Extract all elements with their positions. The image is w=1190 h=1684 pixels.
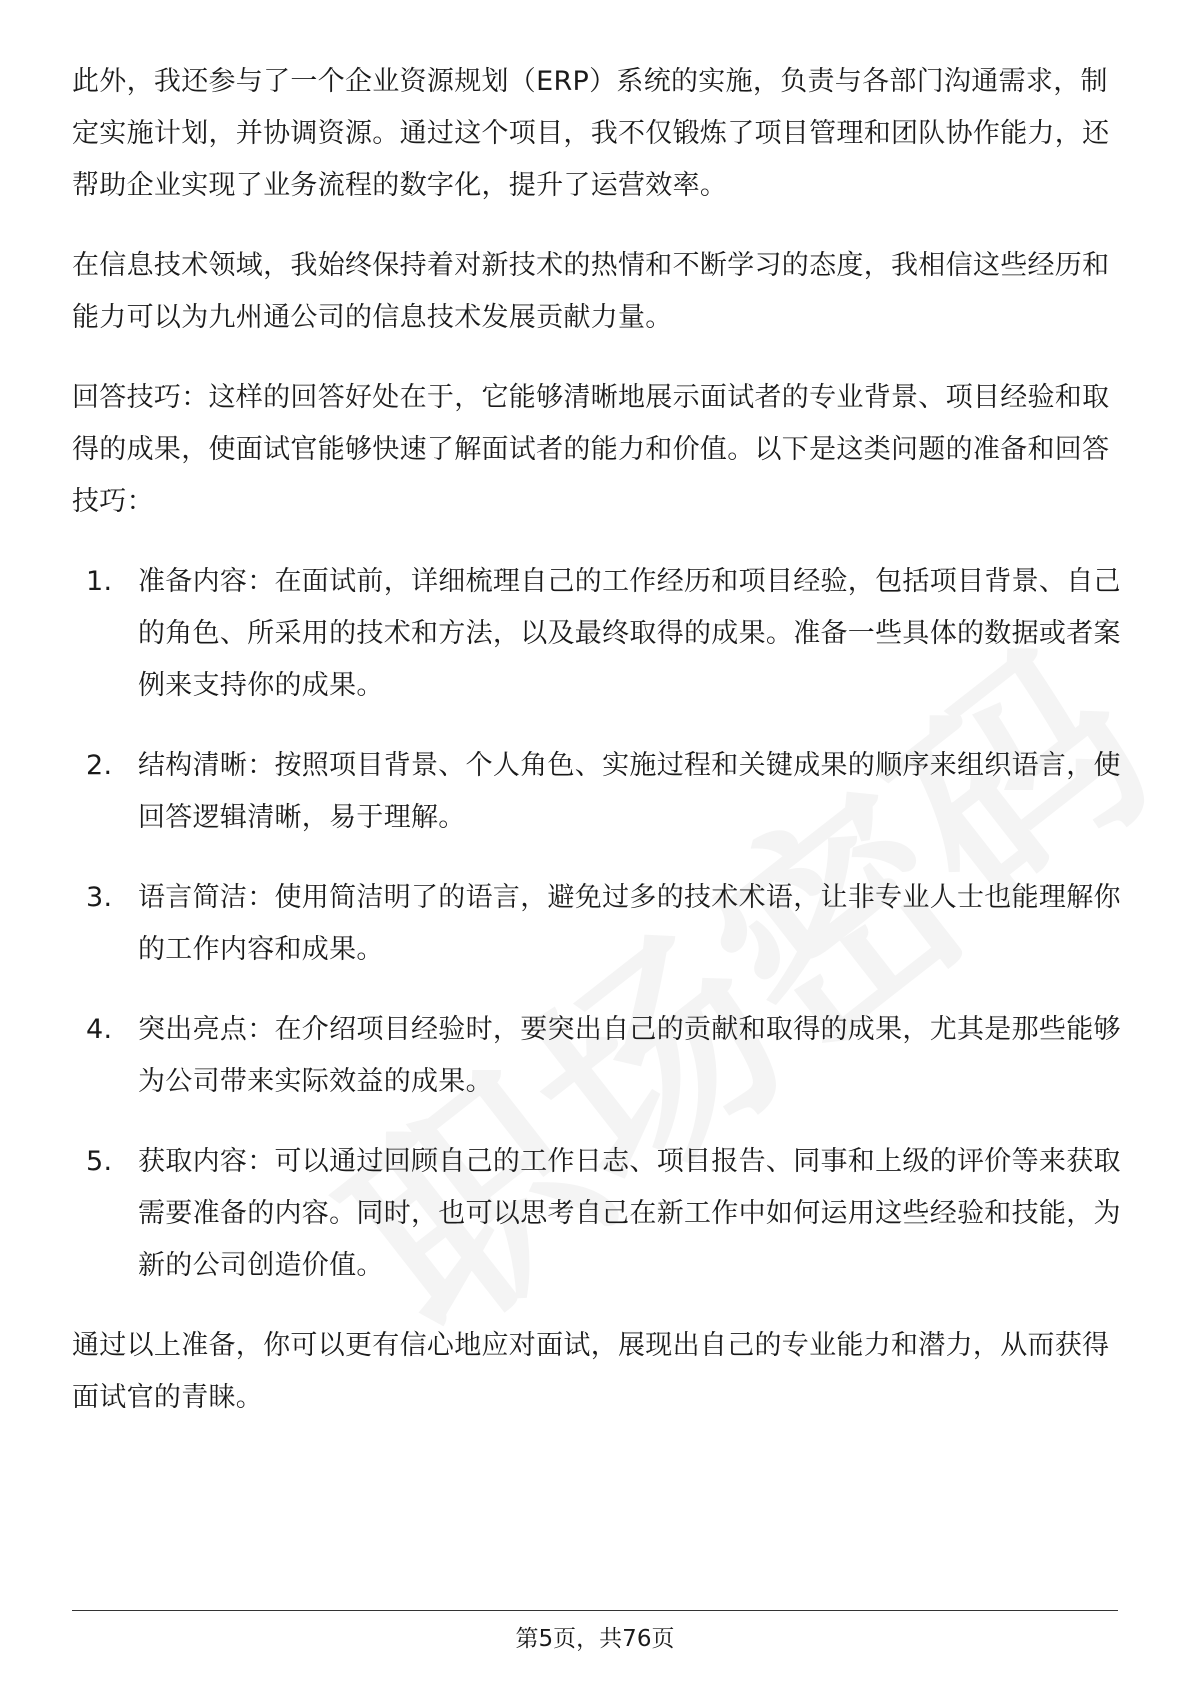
list-item-number: 1. xyxy=(86,566,113,597)
list-item-text: 语言简洁：使用简洁明了的语言，避免过多的技术术语，让非专业人士也能理解你的工作内容和成果。 xyxy=(138,882,1121,965)
page-number: 第5页，共76页 xyxy=(515,1626,675,1652)
page-content xyxy=(72,56,1122,1452)
list-item-text: 准备内容：在面试前，详细梳理自己的工作经历和项目经验，包括项目背景、自己的角色、所采用的技术和方法，以及最终取得的成果。准备一些具体的数据或者案例来支持你的成果。 xyxy=(138,566,1121,701)
footer-divider xyxy=(72,1610,1118,1611)
list-item xyxy=(72,556,1122,712)
tips-list xyxy=(72,556,1122,1292)
list-item xyxy=(72,1004,1122,1108)
list-item-number: 5. xyxy=(86,1146,113,1177)
paragraph-answer-tips: 回答技巧：这样的回答好处在于，它能够清晰地展示面试者的专业背景、项目经验和取得的成果，使面试官能够快速了解面试者的能力和价值。以下是这类问题的准备和回答技巧： xyxy=(72,382,1110,517)
list-item-text: 获取内容：可以通过回顾自己的工作日志、项目报告、同事和上级的评价等来获取需要准备的内容。同时，也可以思考自己在新工作中如何运用这些经验和技能，为新的公司创造价值。 xyxy=(138,1146,1121,1281)
list-item xyxy=(72,872,1122,976)
paragraph-it-passion: 在信息技术领域，我始终保持着对新技术的热情和不断学习的态度，我相信这些经历和能力可以为九州通公司的信息技术发展贡献力量。 xyxy=(72,250,1110,333)
list-item xyxy=(72,740,1122,844)
list-item-number: 2. xyxy=(86,750,113,781)
paragraph-conclusion: 通过以上准备，你可以更有信心地应对面试，展现出自己的专业能力和潜力，从而获得面试官的青睐。 xyxy=(72,1330,1110,1413)
list-item-number: 3. xyxy=(86,882,113,913)
list-item-number: 4. xyxy=(86,1014,113,1045)
list-item-text: 突出亮点：在介绍项目经验时，要突出自己的贡献和取得的成果，尤其是那些能够为公司带来实际效益的成果。 xyxy=(138,1014,1121,1097)
list-item xyxy=(72,1136,1122,1292)
paragraph-erp: 此外，我还参与了一个企业资源规划（ERP）系统的实施，负责与各部门沟通需求，制定实施计划，并协调资源。通过这个项目，我不仅锻炼了项目管理和团队协作能力，还帮助企业实现了业务流程的数字化，提升了运营效率。 xyxy=(72,66,1110,201)
list-item-text: 结构清晰：按照项目背景、个人角色、实施过程和关键成果的顺序来组织语言，使回答逻辑清晰，易于理解。 xyxy=(138,750,1121,833)
